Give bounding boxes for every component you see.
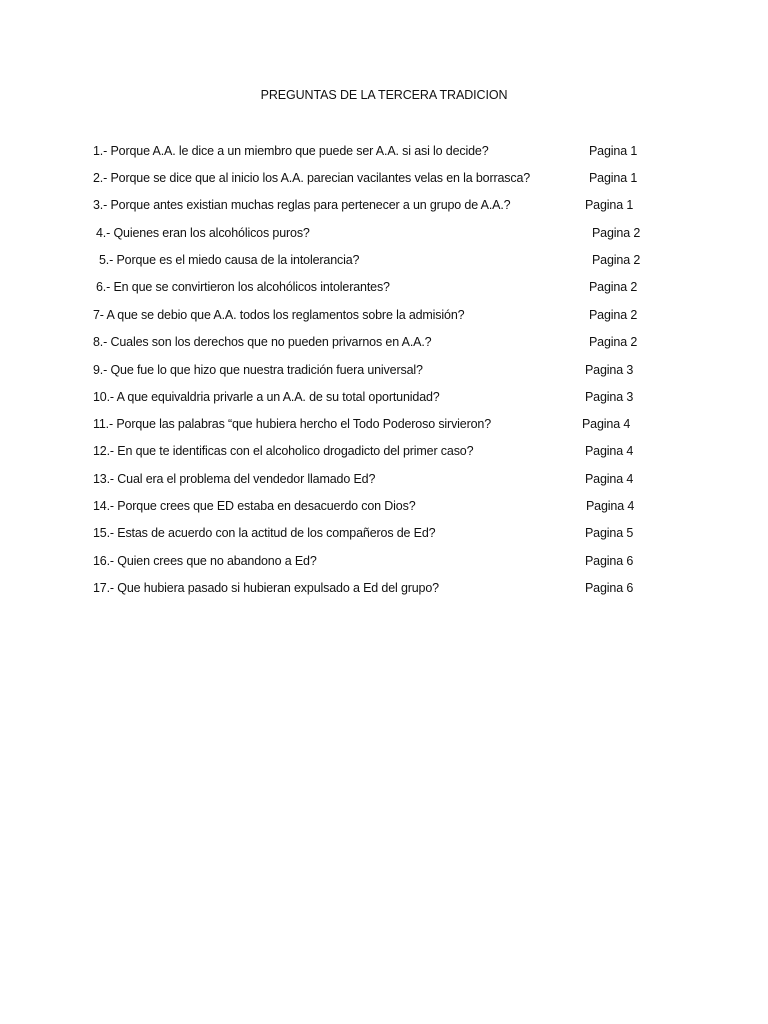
question-row	[0, 253, 768, 273]
document-title: PREGUNTAS DE LA TERCERA TRADICION	[260, 88, 508, 102]
question-row	[0, 444, 768, 464]
question-text: 15.- Estas de acuerdo con la actitud de los compañeros de Ed?	[93, 526, 436, 540]
question-text: 4.- Quienes eran los alcohólicos puros?	[96, 226, 310, 240]
question-row	[0, 499, 768, 519]
question-row	[0, 554, 768, 574]
question-row	[0, 198, 768, 218]
question-text: 12.- En que te identificas con el alcoholico drogadicto del primer caso?	[93, 444, 474, 458]
page-reference: Pagina 2	[589, 335, 638, 349]
question-text: 9.- Que fue lo que hizo que nuestra tradición fuera universal?	[93, 363, 423, 377]
question-text: 3.- Porque antes existian muchas reglas para pertenecer a un grupo de A.A.?	[93, 198, 511, 212]
question-row	[0, 390, 768, 410]
page-reference: Pagina 1	[589, 171, 638, 185]
question-row	[0, 226, 768, 246]
page-reference: Pagina 2	[589, 308, 638, 322]
question-row	[0, 417, 768, 437]
question-row	[0, 171, 768, 191]
question-text: 5.- Porque es el miedo causa de la intolerancia?	[99, 253, 360, 267]
page-reference: Pagina 4	[585, 472, 634, 486]
page-reference: Pagina 4	[582, 417, 631, 431]
page-reference: Pagina 1	[585, 198, 634, 212]
page-reference: Pagina 3	[585, 390, 634, 404]
page-reference: Pagina 6	[585, 581, 634, 595]
question-text: 10.- A que equivaldria privarle a un A.A. de su total oportunidad?	[93, 390, 440, 404]
page-reference: Pagina 2	[589, 280, 638, 294]
question-text: 17.- Que hubiera pasado si hubieran expulsado a Ed del grupo?	[93, 581, 439, 595]
question-text: 2.- Porque se dice que al inicio los A.A. parecian vacilantes velas en la borrasca?	[93, 171, 531, 185]
question-row	[0, 280, 768, 300]
question-text: 14.- Porque crees que ED estaba en desacuerdo con Dios?	[93, 499, 416, 513]
question-text: 8.- Cuales son los derechos que no pueden privarnos en A.A.?	[93, 335, 432, 349]
page-reference: Pagina 2	[592, 226, 641, 240]
question-row	[0, 581, 768, 601]
page-reference: Pagina 2	[592, 253, 641, 267]
page-reference: Pagina 1	[589, 144, 638, 158]
page-reference: Pagina 3	[585, 363, 634, 377]
question-row	[0, 472, 768, 492]
question-text: 13.- Cual era el problema del vendedor llamado Ed?	[93, 472, 376, 486]
question-text: 11.- Porque las palabras “que hubiera hercho el Todo Poderoso sirvieron?	[93, 417, 492, 431]
question-row	[0, 308, 768, 328]
question-text: 7- A que se debio que A.A. todos los reglamentos sobre la admisión?	[93, 308, 465, 322]
page-reference: Pagina 5	[585, 526, 634, 540]
question-row	[0, 363, 768, 383]
question-text: 16.- Quien crees que no abandono a Ed?	[93, 554, 317, 568]
question-row	[0, 335, 768, 355]
question-text: 1.- Porque A.A. le dice a un miembro que puede ser A.A. si asi lo decide?	[93, 144, 489, 158]
question-row	[0, 144, 768, 164]
page-reference: Pagina 6	[585, 554, 634, 568]
question-text: 6.- En que se convirtieron los alcohólicos intolerantes?	[96, 280, 390, 294]
page-reference: Pagina 4	[586, 499, 635, 513]
page-reference: Pagina 4	[585, 444, 634, 458]
question-row	[0, 526, 768, 546]
